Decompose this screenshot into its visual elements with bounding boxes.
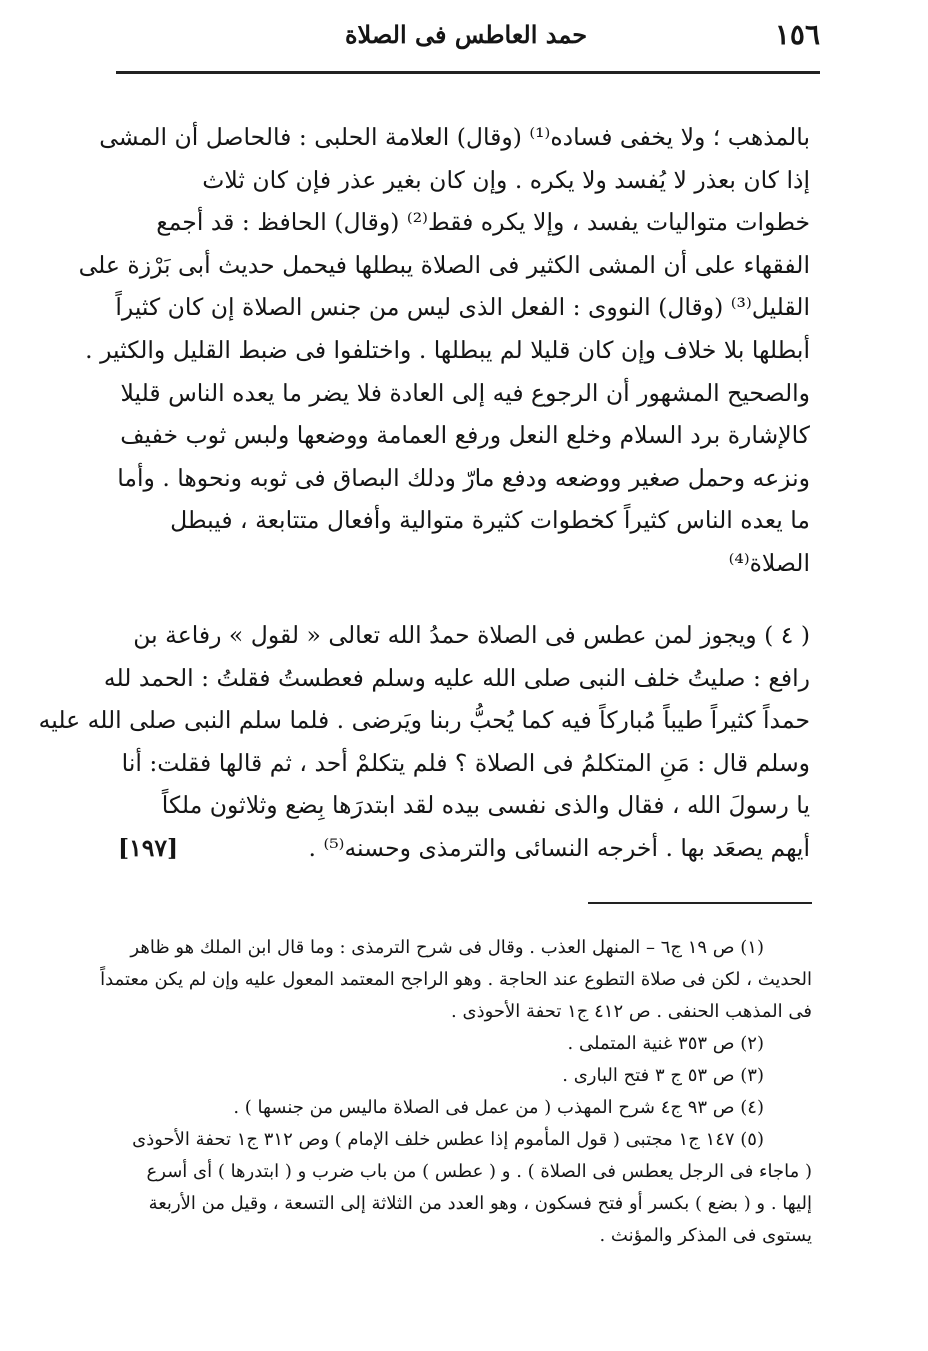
text-line: خطوات متواليات يفسد ، وإلا يكره فقط⁽²⁾ (وقال) الحافظ : قد أجمع [156, 208, 810, 237]
text-line: حمداً كثيراً طيباً مُباركاً فيه كما يُحبُّ ربنا ويَرضى . فلما سلم النبى صلى الله عليه [38, 706, 810, 735]
footnote-line: الحديث ، لكن فى صلاة التطوع عند الحاجة . وهو الراجح المعتمد المعول عليه وإن لم يكن معتمداً [100, 969, 812, 990]
text-line: إذا كان بعذر لا يُفسد ولا يكره . وإن كان بغير عذر فإن كان ثلاث [202, 165, 810, 194]
text-line: ( ٤ ) ويجوز لمن عطس فى الصلاة حمدُ الله تعالى « لقول » رفاعة بن [133, 621, 810, 649]
footnote-line: يستوى فى المذكر والمؤنث . [599, 1225, 812, 1246]
footnote-line: (٤) ص ٩٣ ج٤ شرح المهذب ( من عمل فى الصلاة ماليس من جنسها ) . [233, 1097, 764, 1118]
page-number: ١٥٦ [774, 18, 820, 51]
footnote-line: فى المذهب الحنفى . ص ٤١٢ ج١ تحفة الأحوذى . [451, 1001, 812, 1022]
footnote-line: إليها . و ( بضع ) بكسر أو فتح فسكون ، وهو العدد من الثلاثة إلى التسعة ، وقيل من الأربعة [148, 1193, 812, 1214]
footnote-divider [588, 902, 812, 904]
page-header [112, 14, 820, 64]
text-line-last [118, 827, 810, 870]
footnote-line: (١) ص ١٩ ج٦ – المنهل العذب . وقال فى شرح الترمذى : وما قال ابن الملك هو ظاهر [130, 937, 764, 958]
text-line: القليل⁽³⁾ (وقال) النووى : الفعل الذى ليس من جنس الصلاة إن كان كثيراً [115, 293, 810, 322]
text-line: يا رسولَ الله ، فقال والذى نفسى بيده لقد ابتدرَها بِضع وثلاثون ملكاً [161, 791, 810, 820]
text-line: كالإشارة برد السلام وخلع النعل ورفع العمامة ووضعها ولبس ثوب خفيف [120, 421, 810, 450]
footnotes [100, 932, 812, 1252]
running-title: حمد العاطس فى الصلاة [344, 20, 588, 49]
footnote-line: (٢) ص ٣٥٣ غنية المتملى . [567, 1033, 764, 1054]
header-divider [116, 71, 820, 74]
text-line: الصلاة⁽⁴⁾ [728, 548, 810, 577]
text-line: والصحيح المشهور أن الرجوع فيه إلى العادة فلا يضر ما يعده الناس قليلا [120, 378, 810, 407]
text-line: رافع : صليتُ خلف النبى صلى الله عليه وسلم فعطستُ فقلتُ : الحمد لله [103, 663, 810, 692]
footnote-line: (٣) ص ٥٣ ج ٣ فتح البارى . [562, 1065, 764, 1086]
text-line: ونزعه وحمل صغير ووضعه ودفع مارّ ودلك البصاق فى ثوبه ونحوها . وأما [117, 463, 810, 492]
paragraph-2 [38, 614, 810, 870]
footnote-line: ( ماجاء فى الرجل يعطس فى الصلاة ) . و ( عطس ) من باب ضرب و ( ابتدرها ) أى أسرع [146, 1161, 812, 1182]
text-line: بالمذهب ؛ ولا يخفى فساده⁽¹⁾ (وقال) العلامة الحلبى : فالحاصل أن المشى [99, 123, 810, 151]
text-line: وسلم قال : مَنِ المتكلمُ فى الصلاة ؟ فلم يتكلمْ أحد ، ثم قالها فقلت: أنا [121, 748, 810, 777]
paragraph-1 [78, 116, 810, 585]
text-line: أبطلها بلا خلاف وإن كان قليلا لم يبطلها . واختلفوا فى ضبط القليل والكثير . [85, 335, 810, 364]
text-line: الفقهاء على أن المشى الكثير فى الصلاة يبطلها فيحمل حديث أبى بَرْزة على [78, 250, 810, 279]
text-line: ما يعده الناس كثيراً كخطوات كثيرة متوالية وأفعال متتابعة ، فيبطل [170, 506, 810, 535]
hadith-number: [١٩٧] [118, 833, 179, 862]
footnote-line: (٥) ١٤٧ ج١ مجتبى ( قول المأموم إذا عطس خلف الإمام ) وص ٣١٢ ج١ تحفة الأحوذى [132, 1129, 764, 1150]
text-line-content: أيهم يصعَد بها . أخرجه النسائى والترمذى وحسنه⁽⁵⁾ . [308, 833, 810, 862]
